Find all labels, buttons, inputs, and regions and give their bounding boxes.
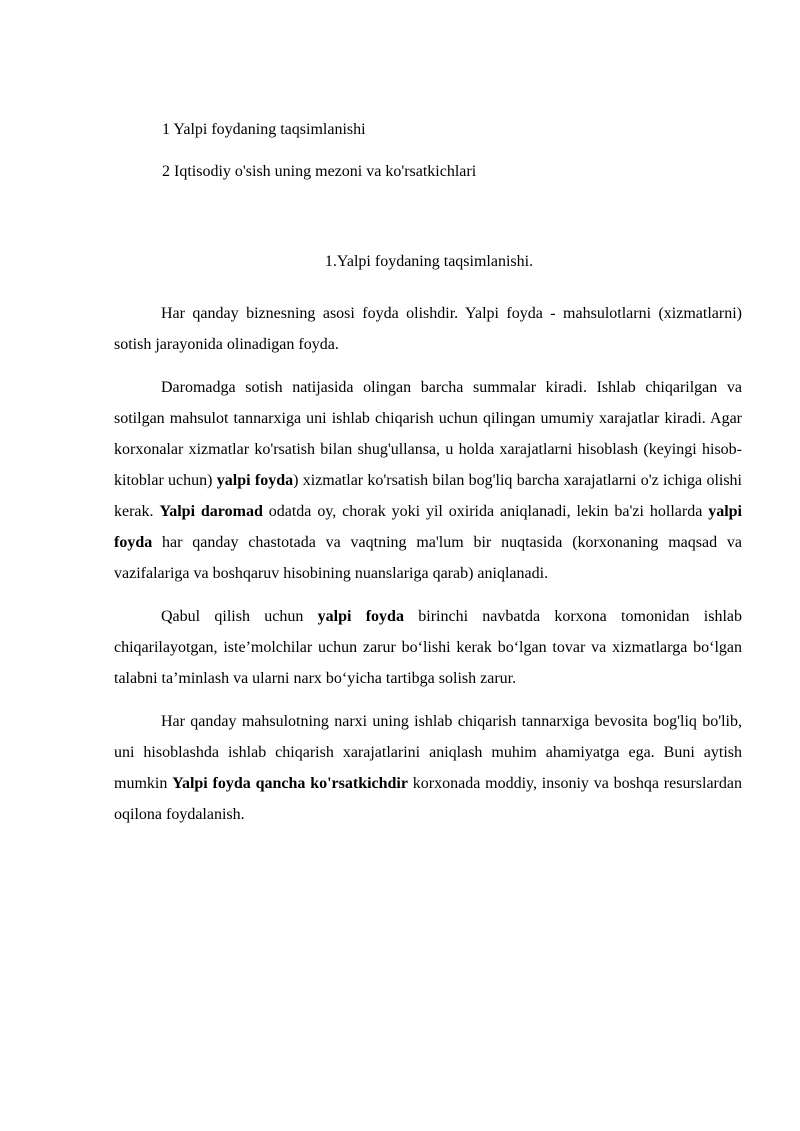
table-of-contents <box>162 120 476 204</box>
paragraph-text: Qabul qilish uchun <box>161 608 318 625</box>
paragraph-text: har qanday chastotada va vaqtning ma'lum bir nuqtasida (korxonaning maqsad va vazifalariga va boshqaruv hisobining nuanslariga qarab) aniqlanadi. <box>114 534 742 582</box>
bold-term: yalpi foyda <box>216 472 294 489</box>
bold-term: Yalpi daromad <box>159 503 263 520</box>
bold-term: yalpi foyda <box>114 503 742 551</box>
paragraph-text: Daromadga sotish natijasida olingan barcha summalar kiradi. Ishlab chiqarilgan va sotilgan mahsulot tannarxiga uni ishlab chiqarish uchun qilingan umumiy xarajatlar kiradi. Agar korxonalar xizmatlar ko'rsatish bilan shug'ullansa, u holda xarajatlarni hisoblash (keyingi hisob-kitoblar uchun) <box>114 379 742 489</box>
paragraph <box>114 706 742 830</box>
paragraph <box>114 601 742 694</box>
paragraph <box>114 372 742 589</box>
toc-item: 2 Iqtisodiy o'sish uning mezoni va ko'rsatkichlari <box>162 163 477 180</box>
paragraph-text: korxonada moddiy, insoniy va boshqa resurslardan oqilona foydalanish. <box>114 775 742 823</box>
paragraph-text: Har qanday mahsulotning narxi uning ishlab chiqarish tannarxiga bevosita bog'liq bo'lib, uni hisoblashda ishlab chiqarish xarajatlarini aniqlash muhim ahamiyatga ega. Buni aytish mumkin <box>114 713 742 792</box>
toc-item: 1 Yalpi foydaning taqsimlanishi <box>162 121 366 138</box>
section-heading: 1.Yalpi foydaning taqsimlanishi. <box>324 253 534 270</box>
paragraph-text: Har qanday biznesning asosi foyda olishdir. Yalpi foyda - mahsulotlarni (xizmatlarni) sotish jarayonida olinadigan foyda. <box>114 305 742 353</box>
bold-term: Yalpi foyda qancha ko'rsatkichdir <box>172 775 408 792</box>
bold-term: yalpi foyda <box>317 608 404 625</box>
paragraph <box>114 298 742 360</box>
paragraph-text: ) xizmatlar ko'rsatish bilan bog'liq barcha xarajatlarni o'z ichiga olishi kerak. <box>114 472 743 520</box>
paragraph-text: odatda oy, chorak yoki yil oxirida aniqlanadi, lekin ba'zi hollarda <box>262 503 709 520</box>
body-text <box>114 298 742 842</box>
paragraph-text: birinchi navbatda korxona tomonidan ishlab chiqarilayotgan, iste’molchilar uchun zarur bo‘lishi kerak bo‘lgan tovar va xizmatlarga bo‘lgan talabni ta’minlash va ularni narx bo‘yicha tartibga solish zarur. <box>114 608 743 687</box>
